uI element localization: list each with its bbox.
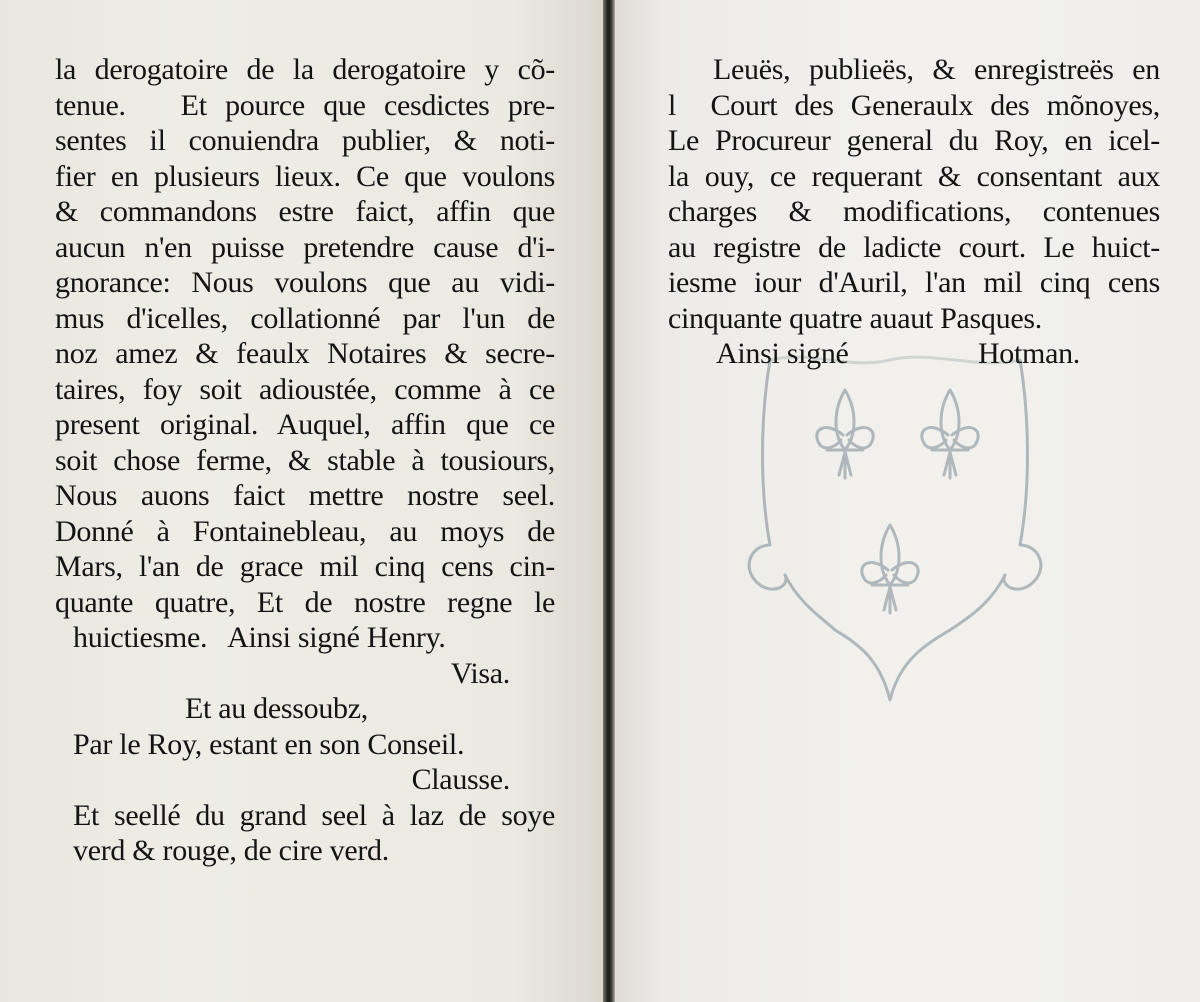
text-line: Donné à Fontainebleau, au moys de — [55, 514, 555, 548]
book-gutter — [603, 0, 615, 1002]
right-page-text — [668, 52, 1160, 372]
text-line: present original. Auquel, affin que ce — [55, 408, 555, 441]
signature-row — [668, 336, 1160, 372]
text-line: Nous auons faict mettre nostre seel. — [55, 479, 555, 512]
left-page-text — [55, 52, 555, 869]
signature-name: Hotman. — [977, 337, 1080, 370]
text-line: l Court des Generaulx des mõnoyes, — [668, 88, 1160, 122]
text-line: cinquante quatre auaut Pasques. — [668, 301, 1042, 335]
text-line: mus d'icelles, collationné par l'un de — [55, 301, 555, 335]
text-line: charges & modifications, contenues — [668, 195, 1160, 228]
text-line: fier en plusieurs lieux. Ce que voulons — [55, 159, 555, 193]
text-line: gnorance: Nous voulons que au vidi- — [55, 266, 555, 299]
text-line: la ouy, ce requerant & consentant aux — [668, 159, 1160, 193]
text-line: noz amez & feaulx Notaires & secre- — [55, 337, 555, 370]
text-line: taires, foy soit adioustée, comme à ce — [55, 372, 555, 406]
seelle-line: verd & rouge, de cire verd. — [73, 834, 389, 867]
text-line: iesme iour d'Auril, l'an mil cinq cens — [668, 266, 1160, 299]
signature-label: Ainsi signé — [716, 337, 849, 370]
clausse-line: Clausse. — [411, 763, 510, 796]
text-line: sentes il conuiendra publier, & noti- — [55, 124, 555, 157]
text-line: huictiesme. Ainsi signé Henry. — [73, 621, 446, 654]
par-le-roy-line: Par le Roy, estant en son Conseil. — [73, 727, 465, 761]
text-line: & commandons estre faict, affin que — [55, 195, 555, 228]
text-line: Mars, l'an de grace mil cinq cens cin- — [55, 550, 555, 583]
text-line: la derogatoire de la derogatoire y cõ- — [55, 53, 555, 86]
text-line: Leuës, publieës, & enregistreës en — [713, 53, 1160, 86]
text-line: soit chose ferme, & stable à tousiours, — [55, 443, 555, 477]
dessoubz-line: Et au dessoubz, — [185, 692, 368, 725]
fleur-de-lis-shield-icon — [730, 330, 1070, 710]
text-line: quante quatre, Et de nostre regne le — [55, 585, 555, 619]
visa-line: Visa. — [450, 656, 510, 690]
text-line: Le Procureur general du Roy, en icel- — [668, 124, 1160, 157]
text-line: au registre de ladicte court. Le huict- — [668, 230, 1160, 264]
text-line: tenue. Et pource que cesdictes pre- — [55, 88, 555, 122]
seelle-line: Et seellé du grand seel à laz de soye — [73, 798, 555, 832]
text-line: aucun n'en puisse pretendre cause d'i- — [55, 230, 555, 264]
